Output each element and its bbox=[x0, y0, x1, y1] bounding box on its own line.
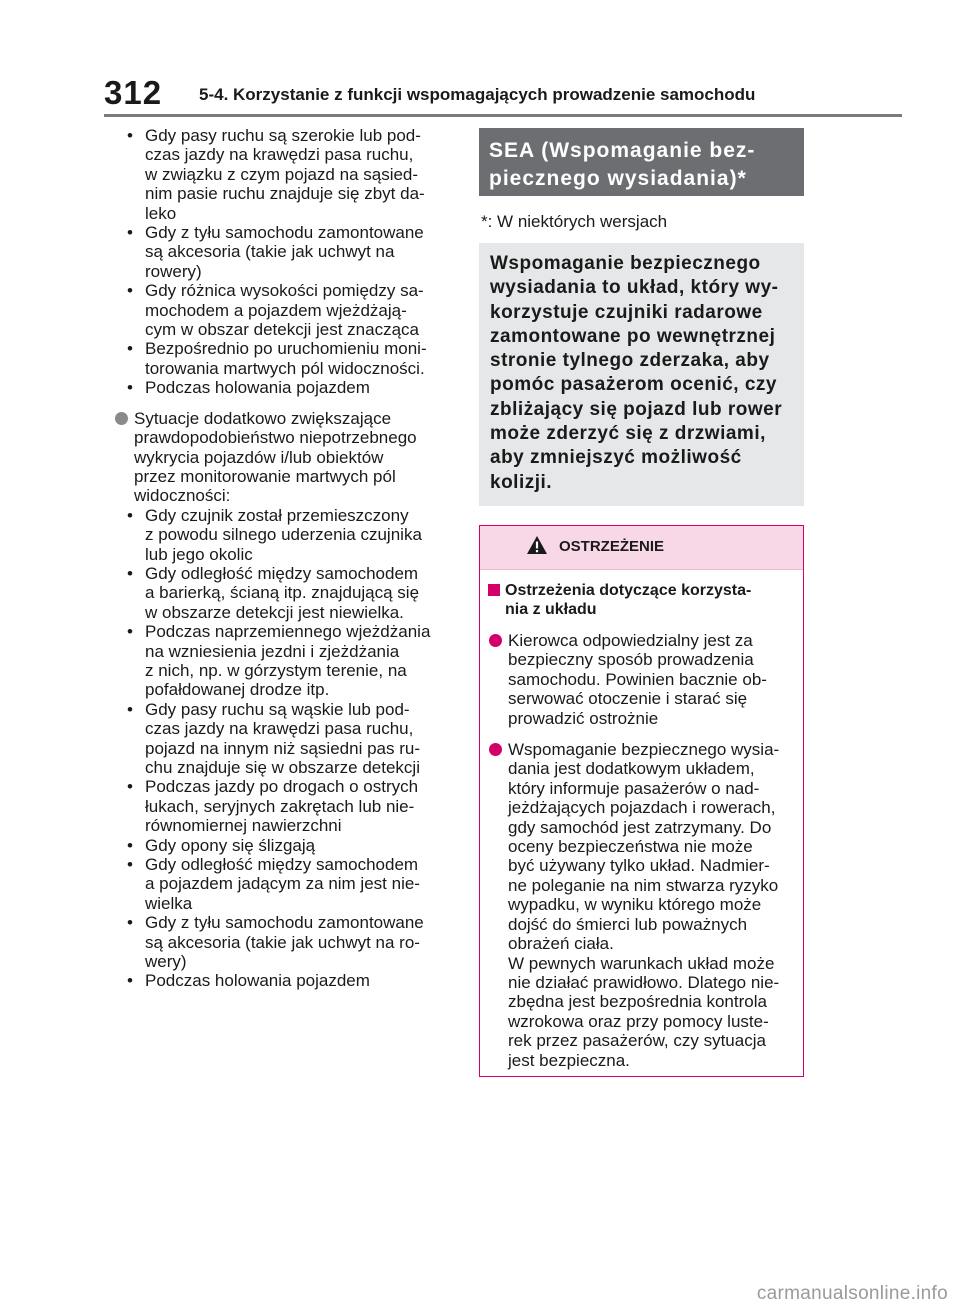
list-item: • Gdy z tyłu samochodu zamontowane są akcesoria (takie jak uchwyt na ro- wery) bbox=[112, 913, 454, 971]
right-column bbox=[479, 128, 804, 1077]
warning-body bbox=[480, 570, 803, 1070]
page-number: 312 bbox=[104, 74, 163, 111]
header-divider bbox=[104, 114, 902, 117]
warning-triangle-icon bbox=[526, 535, 548, 555]
warning-label: OSTRZEŻENIE bbox=[559, 538, 665, 555]
page-header bbox=[0, 0, 960, 120]
bullet-list-1 bbox=[112, 126, 454, 398]
list-item: • Podczas holowania pojazdem bbox=[112, 971, 454, 990]
warning-subheading-text: Ostrzeżenia dotyczące korzysta- nia z układu bbox=[505, 582, 752, 618]
warning-item-text: Wspomaganie bezpiecznego wysia- dania jest dodatkowym układem, który informuje pasażerów o nad- jeżdżających pojazdach i rowerach, gdy samochód jest zatrzymany. Do oceny bezpieczeństwa nie może być używany tylko układ. Nadmier- ne poleganie na nim stwarza ryzyko wypadku, w wyniku którego może dojść do śmierci lub poważnych obrażeń ciała. W pewnych warunkach układ może nie działać prawidłowo. Dlatego nie- zbędna jest bezpośrednia kontrola wzrokowa oraz przy pomocy luste- rek przez pasażerów, czy sytuacja jest bezpieczna. bbox=[508, 740, 780, 1070]
list-item: • Podczas jazdy po drogach o ostrych łukach, seryjnych zakrętach lub nie- równomiernej nawierzchni bbox=[112, 777, 454, 835]
footnote: *: W niektórych wersjach bbox=[481, 212, 668, 231]
warning-subheading bbox=[486, 581, 796, 619]
circle-bullet-icon bbox=[115, 412, 128, 425]
list-item: • Gdy pasy ruchu są wąskie lub pod- czas jazdy na krawędzi pasa ruchu, pojazd na innym niż sąsiedni pas ru- chu znajduje się w obszarze detekcji bbox=[112, 700, 454, 778]
list-item: • Podczas naprzemiennego wjeżdżania na wzniesienia jezdni i zjeżdżania z nich, np. w górzystym terenie, na pofałdowanej drodze itp. bbox=[112, 622, 454, 700]
list-item: • Podczas holowania pojazdem bbox=[112, 378, 454, 397]
circle-bullet-icon bbox=[489, 743, 502, 756]
warning-box bbox=[479, 525, 804, 1077]
section-title: 5-4. Korzystanie z funkcji wspomagających prowadzenie samochodu bbox=[199, 85, 756, 104]
list-item: • Gdy z tyłu samochodu zamontowane są akcesoria (takie jak uchwyt na rowery) bbox=[112, 223, 454, 281]
list-item: • Gdy różnica wysokości pomiędzy sa- mochodem a pojazdem wjeżdżają- cym w obszar detekcji jest znacząca bbox=[112, 281, 454, 339]
warning-item-text: Kierowca odpowiedzialny jest za bezpieczny sposób prowadzenia samochodu. Powinien bacznie ob- serwować otoczenie i starać się prowadzić ostrożnie bbox=[508, 631, 767, 728]
circle-heading-text: Sytuacje dodatkowo zwiększające prawdopodobieństwo niepotrzebnego wykrycia pojazdów i/lub obiektów przez monitorowanie martwych pól widoczności: bbox=[134, 408, 417, 506]
warning-item bbox=[486, 740, 796, 1070]
circle-bullet-icon bbox=[489, 634, 502, 647]
square-bullet-icon bbox=[488, 584, 500, 596]
warning-header bbox=[480, 526, 803, 570]
list-item: • Gdy odległość między samochodem a barierką, ścianą itp. znajdującą się w obszarze detekcji jest niewielka. bbox=[112, 564, 454, 622]
section-banner: SEA (Wspomaganie bez- piecznego wysiadania)* bbox=[479, 128, 804, 196]
list-item: • Gdy odległość między samochodem a pojazdem jadącym za nim jest nie- wielka bbox=[112, 855, 454, 913]
bullet-list-2 bbox=[112, 506, 454, 991]
intro-box: Wspomaganie bezpiecznego wysiadania to układ, który wy- korzystuje czujniki radarowe zamontowane po wewnętrznej stronie tylnego zderzaka, aby pomóc pasażerom ocenić, czy zbliżający się pojazd lub rower może zderzyć się z drzwiami, aby zmniejszyć możliwość kolizji. bbox=[479, 243, 804, 506]
warning-item bbox=[486, 631, 796, 728]
list-item: • Gdy opony się ślizgają bbox=[112, 836, 454, 855]
list-item: • Gdy czujnik został przemieszczony z powodu silnego uderzenia czujnika lub jego okolic bbox=[112, 506, 454, 564]
circle-heading-item bbox=[112, 409, 454, 506]
left-column bbox=[112, 126, 454, 991]
list-item: • Gdy pasy ruchu są szerokie lub pod- czas jazdy na krawędzi pasa ruchu, w związku z czym pojazd na sąsied- nim pasie ruchu znajduje się zbyt da- leko bbox=[112, 126, 454, 223]
list-item: • Bezpośrednio po uruchomieniu moni- torowania martwych pól widoczności. bbox=[112, 339, 454, 378]
watermark: carmanualsonline.info bbox=[756, 1283, 948, 1304]
